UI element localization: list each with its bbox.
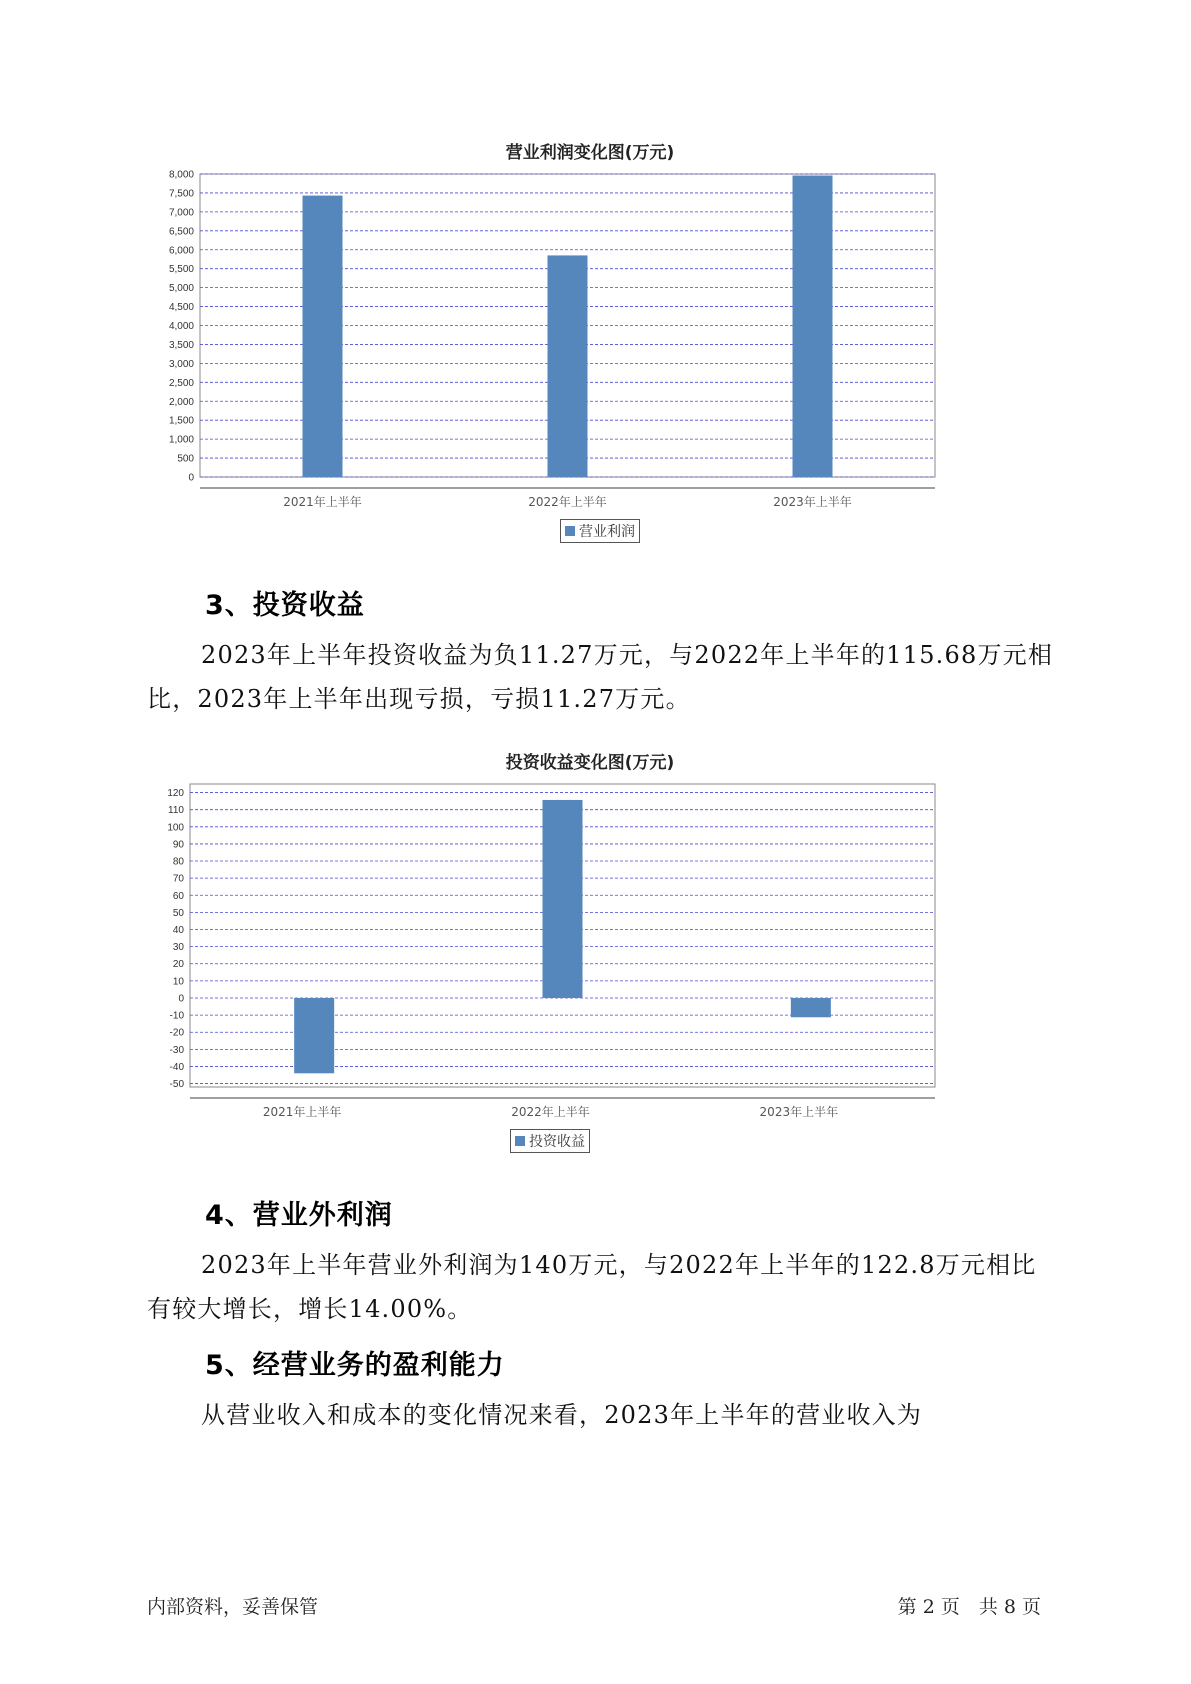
investment-income-chart [150, 748, 1030, 1168]
bar-3 [791, 998, 831, 1017]
section-text-investment-income: 2023年上半年投资收益为负11.27万元，与2022年上半年的115.68万元相比，2023年上半年出现亏损，亏损11.27万元。 [147, 641, 1054, 713]
x-tick-label: 2022年上半年 [528, 495, 607, 509]
section-text-non-operating-profit: 2023年上半年营业外利润为140万元，与2022年上半年的122.8万元相比有较大增长，增长14.00%。 [147, 1251, 1037, 1323]
y-tick-label: 10 [172, 976, 184, 988]
y-tick-label: 60 [172, 890, 184, 902]
y-tick-label: 4,500 [168, 302, 194, 314]
y-tick-label: 500 [177, 453, 194, 465]
y-tick-label: 5,000 [168, 283, 194, 295]
x-tick-label: 2021年上半年 [283, 495, 362, 509]
y-tick-label: 2,000 [168, 396, 194, 408]
y-tick-label: 2,500 [168, 377, 194, 389]
y-tick-label: 7,500 [168, 188, 194, 200]
y-tick-label: 50 [172, 907, 184, 919]
chart-title: 投资收益变化图(万元) [505, 753, 675, 773]
x-tick-label: 2023年上半年 [773, 495, 852, 509]
footer-page-number: 第 2 页 共 8 页 [897, 1596, 1041, 1618]
section-heading-non-operating-profit: 4、营业外利润 [205, 1200, 393, 1231]
y-tick-label: 5,500 [168, 264, 194, 276]
y-tick-label: -10 [169, 1010, 184, 1022]
y-tick-label: 7,000 [168, 207, 194, 219]
chart-title: 营业利润变化图(万元) [505, 143, 675, 163]
chart-legend [560, 519, 640, 543]
bar-3 [793, 176, 833, 477]
y-tick-label: 1,500 [168, 415, 194, 427]
section-heading-investment-income: 3、投资收益 [205, 590, 365, 621]
y-tick-label: 80 [172, 856, 184, 868]
y-tick-label: 70 [172, 873, 184, 885]
y-tick-label: -30 [169, 1044, 184, 1056]
footer-confidential-note: 内部资料，妥善保管 [147, 1596, 319, 1618]
y-tick-label: 8,000 [168, 170, 194, 181]
y-tick-label: 120 [167, 788, 184, 800]
y-tick-label: 30 [172, 942, 184, 954]
bar-1 [303, 196, 343, 477]
y-tick-label: 40 [172, 925, 184, 937]
y-tick-label: 0 [188, 472, 194, 484]
x-tick-label: 2023年上半年 [759, 1105, 839, 1119]
y-tick-label: -20 [169, 1027, 184, 1039]
y-tick-label: 110 [168, 805, 184, 817]
chart-legend [510, 1129, 590, 1153]
x-tick-label: 2022年上半年 [511, 1105, 590, 1119]
legend-swatch [515, 1136, 525, 1146]
bar-1 [294, 998, 334, 1073]
chart-plot [150, 780, 1030, 1140]
section-text-profitability: 从营业收入和成本的变化情况来看，2023年上半年的营业收入为 [201, 1401, 923, 1429]
y-tick-label: 90 [172, 839, 184, 851]
y-tick-label: 0 [178, 993, 184, 1005]
x-tick-label: 2021年上半年 [262, 1105, 342, 1119]
y-tick-label: -50 [169, 1079, 184, 1091]
y-tick-label: -40 [169, 1061, 184, 1073]
y-tick-label: 4,000 [168, 321, 194, 332]
y-tick-label: 1,000 [168, 434, 194, 446]
section-heading-profitability: 5、经营业务的盈利能力 [205, 1350, 505, 1381]
legend-label: 投资收益 [529, 1134, 585, 1150]
operating-profit-chart [150, 138, 1030, 558]
bar-2 [548, 255, 588, 477]
y-tick-label: 6,000 [168, 245, 194, 257]
bar-2 [543, 800, 583, 998]
y-tick-label: 100 [167, 822, 184, 834]
chart-plot [150, 170, 1030, 530]
legend-swatch [565, 526, 575, 536]
y-tick-label: 3,000 [168, 358, 194, 370]
legend-label: 营业利润 [579, 524, 635, 540]
y-tick-label: 6,500 [168, 226, 194, 238]
y-tick-label: 3,500 [168, 339, 194, 351]
y-tick-label: 20 [172, 959, 184, 971]
